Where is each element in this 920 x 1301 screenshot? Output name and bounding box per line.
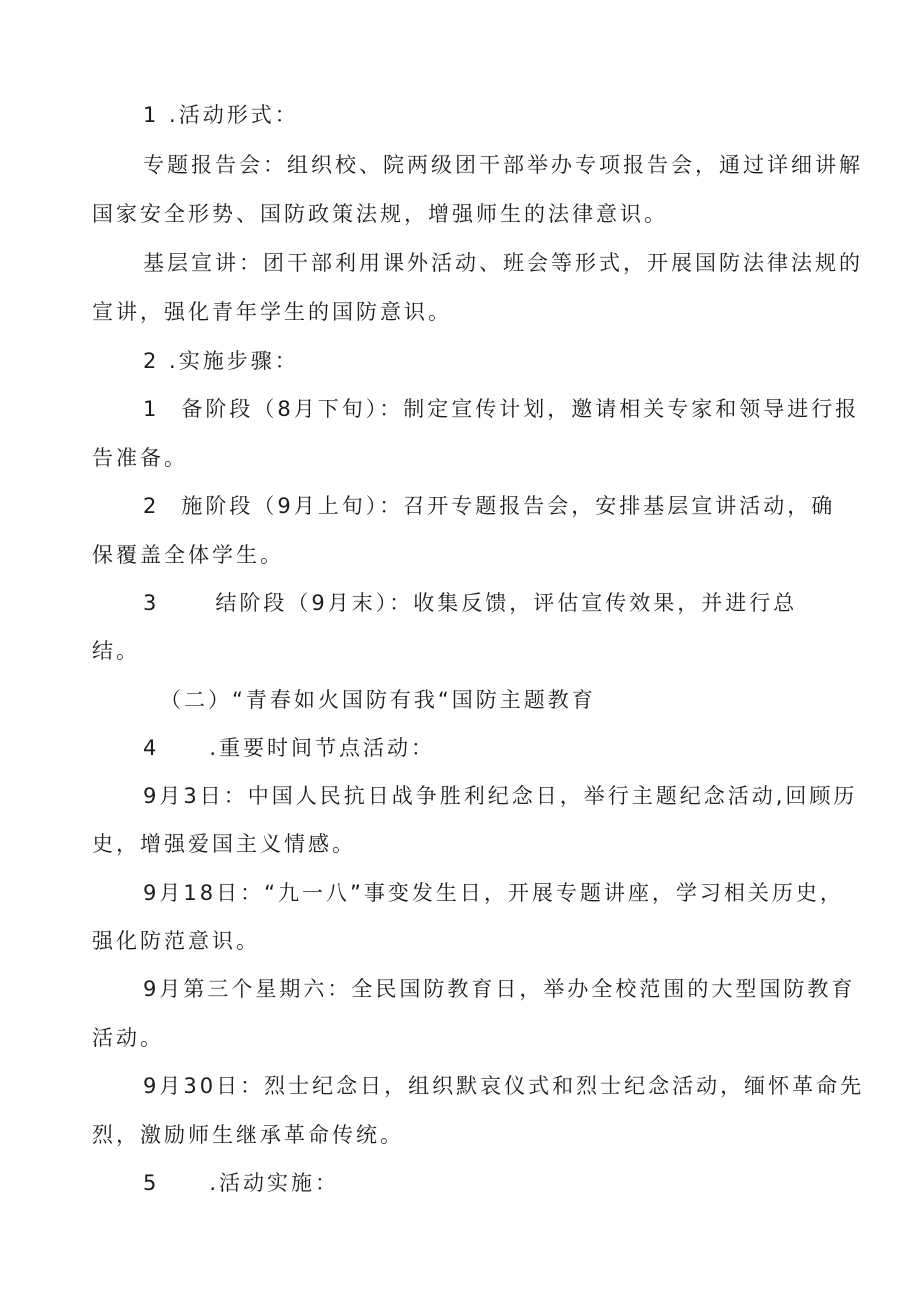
list-item [143,588,797,618]
paragraph-line: 基层宣讲：团干部利用课外活动、班会等形式，开展国防法律法规的 [143,251,863,275]
list-text: 结阶段（9月末）：收集反馈，评估宣传效果，并进行总 [215,591,798,615]
list-text: 施阶段（9月上旬）：召开专题报告会，安排基层宣讲活动，确 [181,494,836,518]
heading-activity-form: 1 .活动形式： [143,103,299,127]
paragraph-line: 宣讲，强化青年学生的国防意识。 [92,300,452,324]
paragraph-line: 史，增强爱国主义情感。 [92,832,356,856]
list-number: 4 [143,736,160,760]
paragraph-line: 9月18日：“九一八”事变发生日，开展专题讲座，学习相关历史， [143,881,844,905]
paragraph-line: 专题报告会：组织校、院两级团干部举办专项报告会，通过详细讲解 [143,153,863,177]
paragraph-line: 9月第三个星期六：全民国防教育日，举办全校范围的大型国防教育 [143,977,856,1001]
paragraph-line: 结。 [92,639,140,663]
section-heading: （二）“青春如火国防有我“国防主题教育 [160,688,596,712]
list-number: 1 [143,397,160,421]
paragraph-line: 活动。 [92,1026,164,1050]
list-number: 2 [143,494,160,518]
paragraph-line: 9月30日：烈士纪念日，组织默哀仪式和烈士纪念活动，缅怀革命先 [143,1074,865,1098]
paragraph-line: 保覆盖全体学生。 [92,543,284,567]
paragraph-line: 烈，激励师生继承革命传统。 [92,1123,404,1147]
list-text: .活动实施： [209,1171,340,1195]
list-item [143,394,859,424]
list-item [143,733,435,763]
paragraph-line: 告准备。 [92,446,188,470]
list-item [143,1168,339,1198]
paragraph-line: 9月3日：中国人民抗日战争胜利纪念日，举行主题纪念活动,回顾历 [143,784,858,808]
list-text: 备阶段（8月下旬）：制定宣传计划，邀请相关专家和领导进行报 [181,397,860,421]
list-text: .重要时间节点活动： [209,736,436,760]
paragraph-line: 国家安全形势、国防政策法规，增强师生的法律意识。 [92,202,668,226]
paragraph-line: 强化防范意识。 [92,929,260,953]
list-number: 5 [143,1171,160,1195]
heading-implementation-steps: 2 .实施步骤： [143,349,299,373]
list-item [143,491,835,521]
list-number: 3 [143,591,160,615]
